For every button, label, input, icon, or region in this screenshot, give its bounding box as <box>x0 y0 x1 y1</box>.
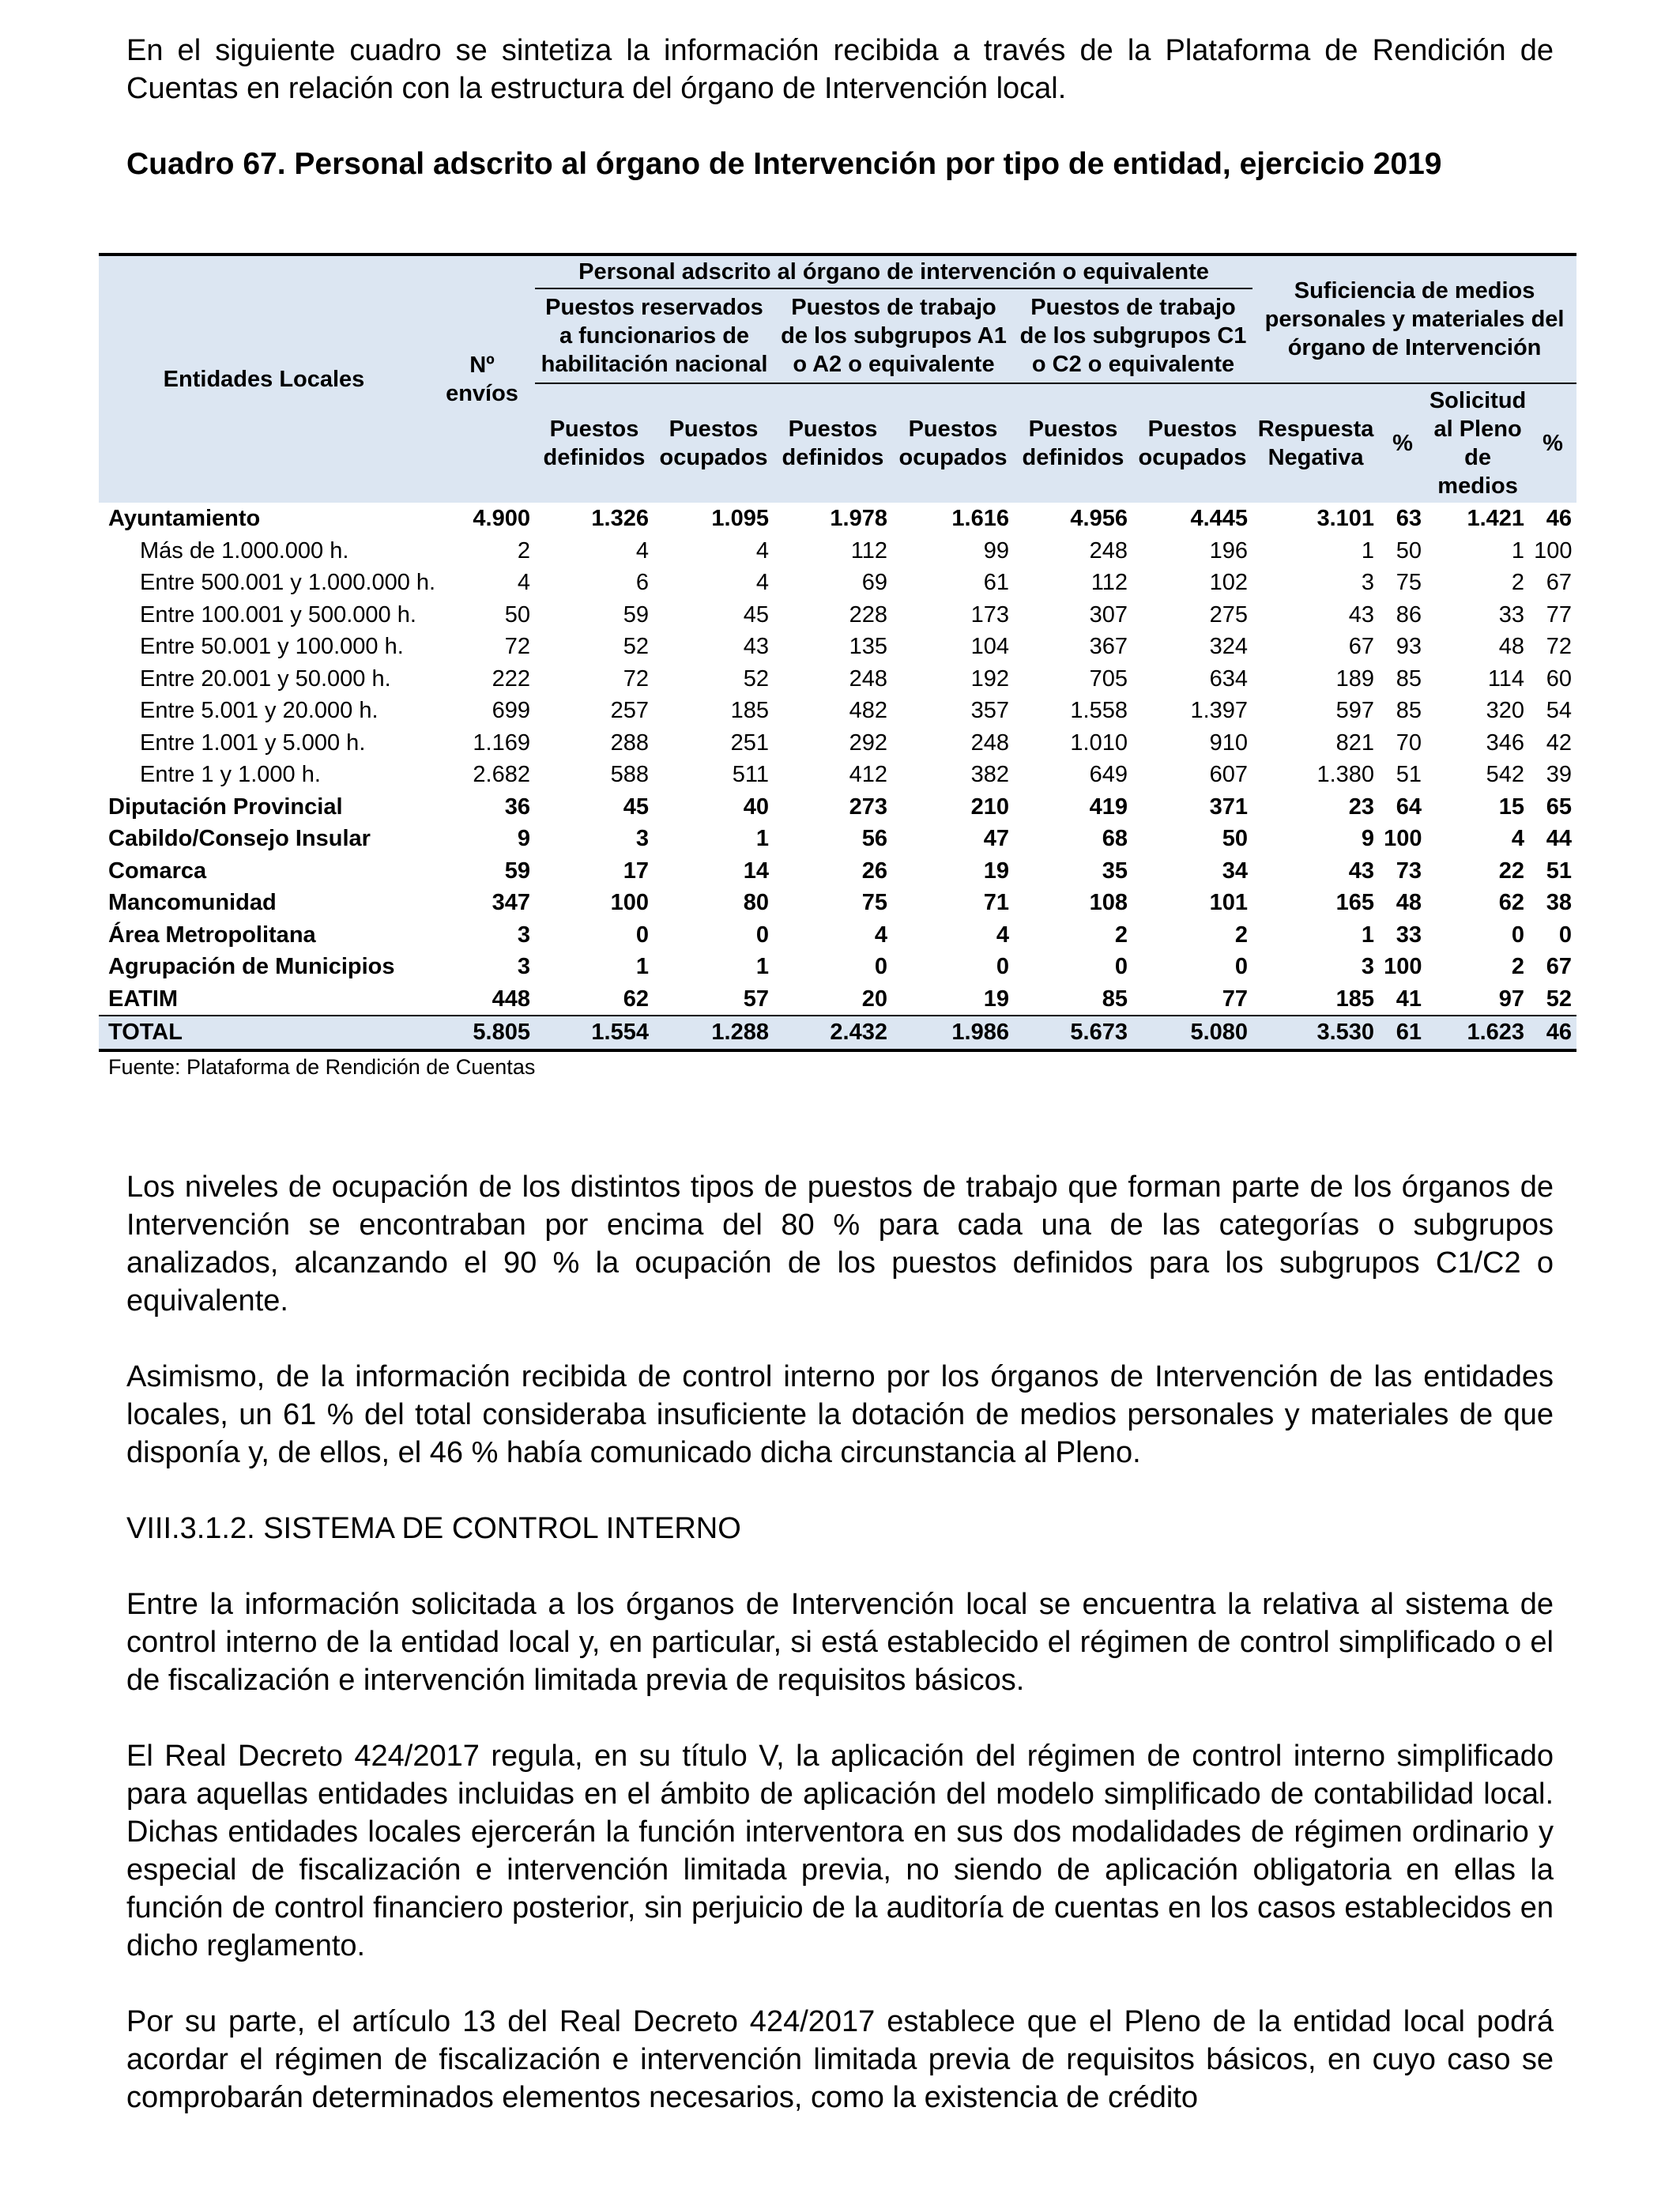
table-cell: 15 <box>1498 794 1525 820</box>
table-cell: 588 <box>610 762 649 788</box>
table-cell: 0 <box>996 954 1009 980</box>
table-cell: 43 <box>1348 858 1375 884</box>
table-cell: 85 <box>1396 698 1422 724</box>
body-text <box>126 1168 1554 2154</box>
table-cell: 1 <box>755 826 769 852</box>
table-cell: 324 <box>1209 634 1249 660</box>
table-row <box>99 823 1576 855</box>
table-cell: 1.326 <box>591 506 649 532</box>
table-row <box>99 663 1576 696</box>
row-label: Entre 20.001 y 50.000 h. <box>140 665 391 692</box>
table-cell: 0 <box>755 922 769 948</box>
table-cell: 320 <box>1486 698 1525 724</box>
paragraph-articulo-13: Por su parte, el artículo 13 del Real Decreto 424/2017 establece que el Pleno de la entidad local podrá acordar el régimen de fiscalización e intervención limitada previa de requisitos básicos, en cuyo caso se comprobarán determinados elementos necesarios, como la existencia de crédito <box>126 2005 1554 2114</box>
table-cell: 51 <box>1546 858 1573 884</box>
header-ocupados: Puestos ocupados <box>1132 383 1252 503</box>
table-cell: 65 <box>1546 794 1573 820</box>
table-cell: 3 <box>1361 570 1375 596</box>
table-cell: 699 <box>492 698 530 724</box>
table-cell: 43 <box>743 634 769 660</box>
table-cell: 97 <box>1498 986 1525 1012</box>
table-cell: 100 <box>1534 537 1573 564</box>
table-cell: 248 <box>1089 537 1128 564</box>
table-cell: 0 <box>874 954 887 980</box>
header-solicitud: Solicitud al Pleno de medios <box>1426 383 1529 503</box>
table-cell: 511 <box>732 762 769 788</box>
table-cell: 1 <box>755 954 769 980</box>
header-reservados: Puestos reservados a funcionarios de habilitación nacional <box>535 288 774 383</box>
table-cell: 542 <box>1486 762 1525 788</box>
table-cell: 4.445 <box>1190 506 1249 532</box>
table-cell: 4 <box>635 537 649 564</box>
table-cell: 1.623 <box>1426 1016 1529 1050</box>
table-cell: 448 <box>492 986 530 1012</box>
paragraph-suficiencia: Asimismo, de la información recibida de control interno por los órganos de Intervención de las entidades locales, un 61 % del total consideraba insuficiente la dotación de medios personales y materiales de que disponía y, de ellos, el 46 % había comunicado dicha circunstancia al Pleno. <box>126 1360 1554 1469</box>
table-cell: 61 <box>1379 1016 1426 1050</box>
table-cell: 85 <box>1396 665 1422 692</box>
table-cell: 19 <box>983 986 1009 1012</box>
table-cell: 346 <box>1486 729 1525 756</box>
row-label: Entre 50.001 y 100.000 h. <box>140 634 404 660</box>
row-label: Diputación Provincial <box>108 794 343 820</box>
table-cell: 99 <box>983 537 1009 564</box>
table-cell: 607 <box>1209 762 1249 788</box>
table-cell: 52 <box>1546 986 1573 1012</box>
table-cell: 23 <box>1348 794 1375 820</box>
row-label: Comarca <box>108 858 207 884</box>
table-cell: 48 <box>1396 890 1422 916</box>
table-cell: 33 <box>1498 601 1525 628</box>
intro-paragraph: En el siguiente cuadro se sintetiza la información recibida a través de la Plataforma de Rendición de Cuentas en relación con la estructura del órgano de Intervención local. <box>126 34 1554 105</box>
table-cell: 54 <box>1546 698 1573 724</box>
row-label: Más de 1.000.000 h. <box>140 537 349 564</box>
table-cell: 57 <box>743 986 769 1012</box>
table-container <box>99 253 1576 1080</box>
table-cell: 382 <box>970 762 1009 788</box>
table-cell: 1.380 <box>1317 762 1375 788</box>
table-row <box>99 791 1576 824</box>
table-cell: 36 <box>504 794 530 820</box>
table-cell: 52 <box>743 665 769 692</box>
table-cell: 56 <box>861 826 887 852</box>
table-cell: 9 <box>517 826 530 852</box>
table-cell: 1.421 <box>1467 506 1525 532</box>
table-cell: 135 <box>849 634 887 660</box>
page-content <box>126 32 1554 183</box>
table-cell: 251 <box>730 729 769 756</box>
table-cell: 0 <box>1558 922 1573 948</box>
table-cell: 75 <box>1396 570 1422 596</box>
table-cell: 1 <box>1511 537 1525 564</box>
table-cell: 59 <box>504 858 530 884</box>
row-label: Área Metropolitana <box>108 922 316 948</box>
table-cell: 173 <box>970 601 1009 628</box>
table-row <box>99 631 1576 663</box>
table-row <box>99 887 1576 919</box>
table-cell: 910 <box>1209 729 1249 756</box>
table-cell: 4.900 <box>473 506 530 532</box>
table-row <box>99 1016 1576 1050</box>
row-label: Cabildo/Consejo Insular <box>108 826 371 852</box>
header-ocupados: Puestos ocupados <box>892 383 1014 503</box>
table-cell: 1 <box>635 954 649 980</box>
table-cell: 597 <box>1335 698 1375 724</box>
paragraph-ocupacion: Los niveles de ocupación de los distintos tipos de puestos de trabajo que forman parte de los órganos de Intervención se encontraban por encima del 80 % para cada una de las categorías o subgrupos analizados, alcanzando el 90 % la ocupación de los puestos definidos para los subgrupos C1/C2 o equivalente. <box>126 1171 1554 1318</box>
paragraph-sistema: Entre la información solicitada a los órganos de Intervención local se encuentra la relativa al sistema de control interno de la entidad local y, en particular, si está establecido el régimen de control simplificado o el de fiscalización e intervención limitada previa de requisitos básicos. <box>126 1588 1554 1697</box>
table-cell: 45 <box>623 794 649 820</box>
table-cell: 64 <box>1396 794 1422 820</box>
table-cell: 93 <box>1396 634 1422 660</box>
table-cell: 100 <box>610 890 649 916</box>
table-cell: 33 <box>1396 922 1422 948</box>
table-cell: 112 <box>1090 570 1128 596</box>
table-row <box>99 983 1576 1016</box>
header-personal-group: Personal adscrito al órgano de intervención o equivalente <box>535 254 1252 288</box>
row-label: Mancomunidad <box>108 890 277 916</box>
table-cell: 61 <box>983 570 1009 596</box>
table-cell: 22 <box>1498 858 1525 884</box>
table-cell: 2.682 <box>473 762 530 788</box>
header-definidos: Puestos definidos <box>535 383 654 503</box>
row-label: TOTAL <box>99 1016 429 1050</box>
table-cell: 1.010 <box>1070 729 1128 756</box>
table-cell: 108 <box>1089 890 1128 916</box>
table-cell: 0 <box>1511 922 1525 948</box>
table-cell: 6 <box>635 570 649 596</box>
table-cell: 0 <box>635 922 649 948</box>
table-cell: 2.432 <box>774 1016 892 1050</box>
table-cell: 59 <box>623 601 649 628</box>
table-cell: 196 <box>1209 537 1249 564</box>
table-cell: 77 <box>1222 986 1249 1012</box>
row-label: Entre 5.001 y 20.000 h. <box>140 698 379 724</box>
table-cell: 4 <box>874 922 887 948</box>
table-cell: 38 <box>1546 890 1573 916</box>
table-row <box>99 759 1576 791</box>
table-cell: 248 <box>970 729 1009 756</box>
table-cell: 634 <box>1209 665 1249 692</box>
table-cell: 3.530 <box>1252 1016 1379 1050</box>
header-ocupados: Puestos ocupados <box>654 383 774 503</box>
table-cell: 2 <box>517 537 530 564</box>
table-cell: 3 <box>517 922 530 948</box>
table-row <box>99 503 1576 535</box>
table-cell: 46 <box>1529 1016 1576 1050</box>
table-cell: 100 <box>1384 826 1422 852</box>
row-label: Agrupación de Municipios <box>108 954 395 980</box>
table-cell: 72 <box>504 634 530 660</box>
table-cell: 72 <box>1546 634 1573 660</box>
header-entidades: Entidades Locales <box>99 254 429 503</box>
table-cell: 257 <box>610 698 649 724</box>
section-heading: VIII.3.1.2. SISTEMA DE CONTROL INTERNO <box>126 1512 741 1545</box>
table-cell: 1.397 <box>1190 698 1249 724</box>
table-cell: 210 <box>970 794 1009 820</box>
table-cell: 75 <box>861 890 887 916</box>
table-cell: 14 <box>743 858 769 884</box>
table-body <box>99 503 1576 1050</box>
table-cell: 185 <box>1335 986 1375 1012</box>
table-cell: 50 <box>1222 826 1249 852</box>
table-cell: 51 <box>1396 762 1422 788</box>
table-cell: 112 <box>850 537 887 564</box>
header-suficiencia: Suficiencia de medios personales y materiales del órgano de Intervención <box>1252 254 1576 383</box>
table-cell: 821 <box>1335 729 1375 756</box>
table-cell: 41 <box>1396 986 1422 1012</box>
table-cell: 222 <box>492 665 530 692</box>
table-cell: 50 <box>1396 537 1422 564</box>
table-cell: 46 <box>1546 506 1573 532</box>
table-cell: 34 <box>1222 858 1249 884</box>
table-cell: 357 <box>970 698 1009 724</box>
table-cell: 0 <box>1114 954 1128 980</box>
table-cell: 1.616 <box>951 506 1009 532</box>
table-cell: 72 <box>623 665 649 692</box>
header-pct: % <box>1529 383 1576 503</box>
table-cell: 228 <box>849 601 887 628</box>
table-cell: 101 <box>1209 890 1249 916</box>
table-caption: Cuadro 67. Personal adscrito al órgano de Intervención por tipo de entidad, ejercicio 2019 <box>126 147 1442 181</box>
table-cell: 52 <box>623 634 649 660</box>
table-cell: 165 <box>1335 890 1375 916</box>
header-definidos: Puestos definidos <box>774 383 892 503</box>
table-cell: 5.080 <box>1132 1016 1252 1050</box>
table-cell: 4.956 <box>1070 506 1128 532</box>
row-label: EATIM <box>108 986 179 1012</box>
table-cell: 482 <box>849 698 887 724</box>
table-source: Fuente: Plataforma de Rendición de Cuentas <box>108 1054 536 1079</box>
table-cell: 42 <box>1546 729 1573 756</box>
table-cell: 62 <box>623 986 649 1012</box>
table-cell: 60 <box>1546 665 1573 692</box>
row-label: Entre 500.001 y 1.000.000 h. <box>140 570 436 596</box>
header-respuesta: Respuesta Negativa <box>1252 383 1379 503</box>
table-row <box>99 855 1576 888</box>
table-cell: 2 <box>1511 954 1525 980</box>
table-cell: 2 <box>1234 922 1249 948</box>
table-cell: 367 <box>1089 634 1128 660</box>
table-cell: 288 <box>610 729 649 756</box>
table-cell: 44 <box>1546 826 1573 852</box>
table-row <box>99 919 1576 952</box>
table-row <box>99 567 1576 599</box>
row-label: Entre 1 y 1.000 h. <box>140 762 321 788</box>
header-c1c2: Puestos de trabajo de los subgrupos C1 o C2 o equivalente <box>1014 288 1252 383</box>
header-a1a2: Puestos de trabajo de los subgrupos A1 o A2 o equivalente <box>774 288 1014 383</box>
table-cell: 248 <box>849 665 887 692</box>
table-cell: 39 <box>1546 762 1573 788</box>
table-cell: 189 <box>1335 665 1375 692</box>
table-cell: 1.288 <box>654 1016 774 1050</box>
table-cell: 45 <box>743 601 769 628</box>
table-cell: 1 <box>1361 922 1375 948</box>
table-cell: 35 <box>1102 858 1128 884</box>
table-cell: 705 <box>1089 665 1128 692</box>
table-cell: 192 <box>970 665 1009 692</box>
header-pct: % <box>1379 383 1426 503</box>
table-cell: 26 <box>861 858 887 884</box>
table-cell: 20 <box>861 986 887 1012</box>
table-cell: 77 <box>1546 601 1573 628</box>
table-cell: 73 <box>1396 858 1422 884</box>
table-cell: 68 <box>1102 826 1128 852</box>
table-cell: 4 <box>755 537 769 564</box>
table-cell: 347 <box>492 890 530 916</box>
table-cell: 5.805 <box>429 1016 535 1050</box>
table-row <box>99 951 1576 983</box>
personnel-table <box>99 253 1576 1052</box>
table-cell: 85 <box>1102 986 1128 1012</box>
table-cell: 102 <box>1209 570 1249 596</box>
table-cell: 275 <box>1209 601 1249 628</box>
table-cell: 80 <box>743 890 769 916</box>
table-cell: 48 <box>1498 634 1525 660</box>
table-cell: 1 <box>1361 537 1375 564</box>
table-cell: 17 <box>623 858 649 884</box>
table-cell: 4 <box>755 570 769 596</box>
table-cell: 1.986 <box>892 1016 1014 1050</box>
table-cell: 307 <box>1089 601 1128 628</box>
table-cell: 273 <box>849 794 887 820</box>
table-row <box>99 599 1576 631</box>
table-cell: 47 <box>983 826 1009 852</box>
table-row <box>99 695 1576 727</box>
table-cell: 114 <box>1487 665 1525 692</box>
table-cell: 100 <box>1384 954 1422 980</box>
row-label: Entre 1.001 y 5.000 h. <box>140 729 366 756</box>
table-cell: 1.558 <box>1070 698 1128 724</box>
table-cell: 4 <box>996 922 1009 948</box>
table-cell: 62 <box>1498 890 1525 916</box>
table-cell: 63 <box>1396 506 1422 532</box>
header-envios: Nº envíos <box>429 254 535 503</box>
table-cell: 5.673 <box>1014 1016 1132 1050</box>
table-cell: 43 <box>1348 601 1375 628</box>
table-cell: 4 <box>517 570 530 596</box>
table-cell: 3 <box>1361 954 1375 980</box>
table-cell: 50 <box>504 601 530 628</box>
table-cell: 40 <box>743 794 769 820</box>
paragraph-real-decreto: El Real Decreto 424/2017 regula, en su título V, la aplicación del régimen de control interno simplificado para aquellas entidades incluidas en el ámbito de aplicación del modelo simplificado de contabilidad local. Dichas entidades locales ejercerán la función interventora en sus dos modalidades de régimen ordinario y especial de fiscalización e intervención limitada previa, no siendo de aplicación obligatoria en ellas la función de control financiero posterior, sin perjuicio de la auditoría de cuentas en los casos establecidos en dicho reglamento. <box>126 1740 1554 1962</box>
table-cell: 3.101 <box>1317 506 1375 532</box>
table-cell: 67 <box>1546 954 1573 980</box>
row-label: Ayuntamiento <box>108 506 261 532</box>
table-cell: 104 <box>970 634 1009 660</box>
table-cell: 3 <box>517 954 530 980</box>
table-cell: 19 <box>983 858 1009 884</box>
table-cell: 0 <box>1234 954 1249 980</box>
table-cell: 86 <box>1396 601 1422 628</box>
table-cell: 67 <box>1546 570 1573 596</box>
table-cell: 292 <box>849 729 887 756</box>
table-cell: 4 <box>1511 826 1525 852</box>
table-cell: 1.169 <box>473 729 530 756</box>
table-cell: 185 <box>730 698 769 724</box>
table-row <box>99 727 1576 760</box>
table-cell: 70 <box>1396 729 1422 756</box>
table-cell: 3 <box>635 826 649 852</box>
table-cell: 649 <box>1089 762 1128 788</box>
table-cell: 2 <box>1114 922 1128 948</box>
table-cell: 371 <box>1209 794 1249 820</box>
table-cell: 2 <box>1511 570 1525 596</box>
table-row <box>99 535 1576 567</box>
table-cell: 1.554 <box>535 1016 654 1050</box>
table-cell: 67 <box>1348 634 1375 660</box>
table-cell: 9 <box>1361 826 1375 852</box>
table-cell: 1.095 <box>711 506 769 532</box>
row-label: Entre 100.001 y 500.000 h. <box>140 601 416 628</box>
header-definidos: Puestos definidos <box>1014 383 1132 503</box>
table-cell: 419 <box>1089 794 1128 820</box>
table-cell: 69 <box>861 570 887 596</box>
table-cell: 412 <box>849 762 887 788</box>
table-cell: 71 <box>983 890 1009 916</box>
table-cell: 1.978 <box>830 506 887 532</box>
